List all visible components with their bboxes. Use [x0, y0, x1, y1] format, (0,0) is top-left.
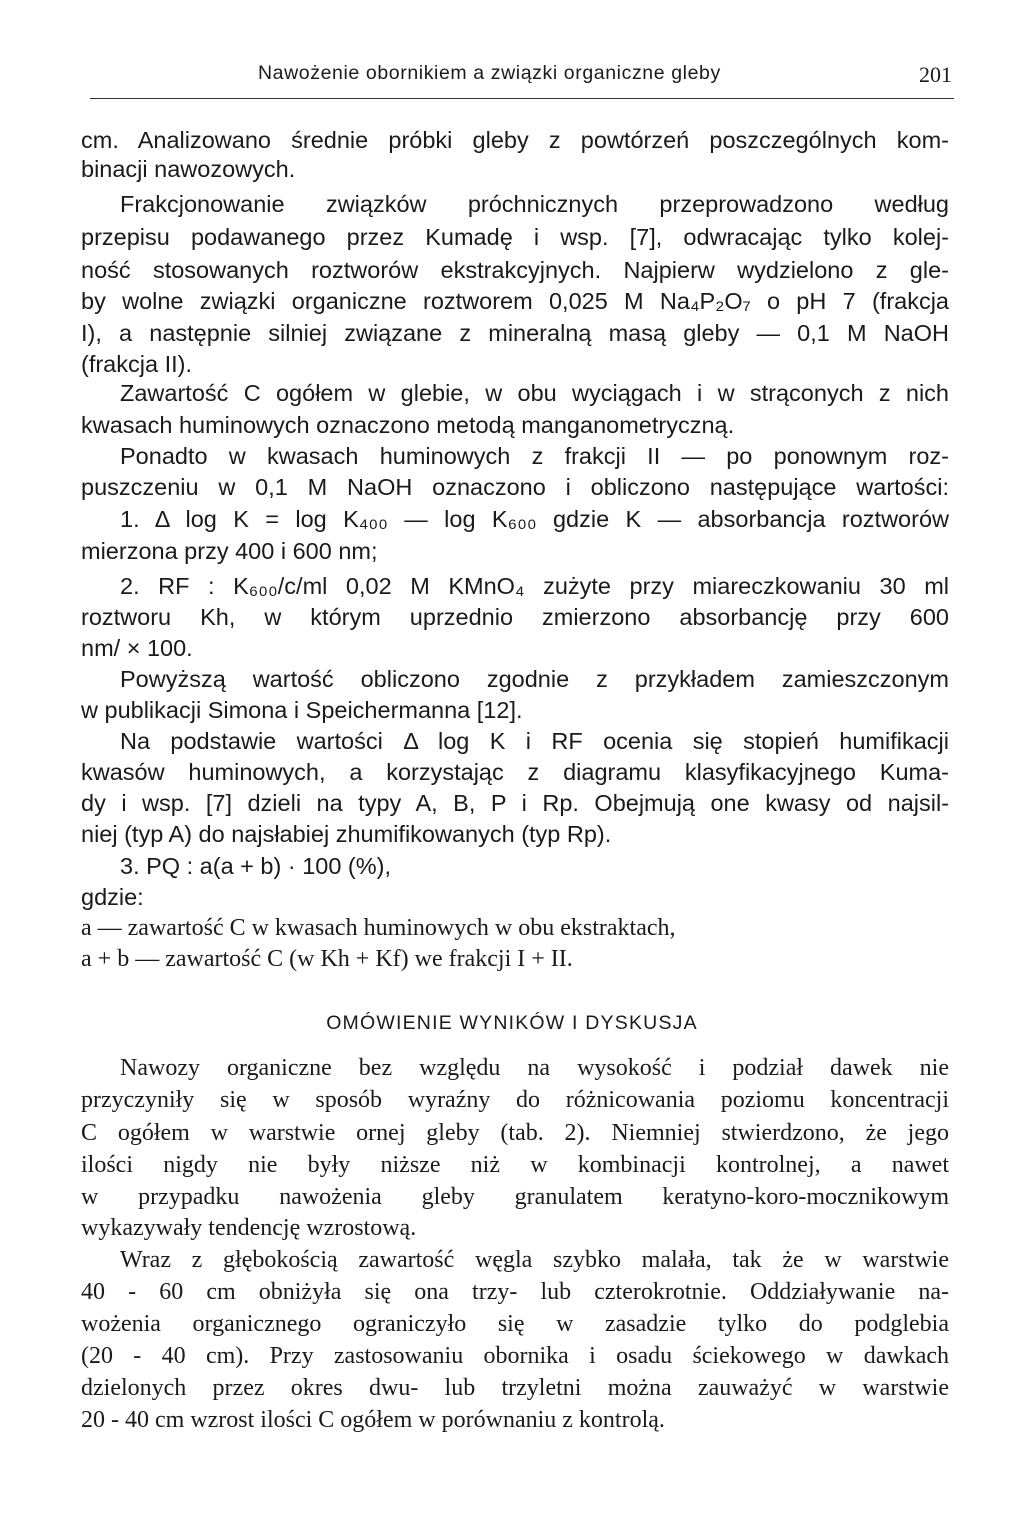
text-line: 20 - 40 cm wzrost ilości C ogółem w porównaniu z kontrolą. [81, 1407, 665, 1433]
text-line: binacji nawozowych. [81, 156, 296, 182]
text-line: cm. Analizowano średnie próbki gleby z powtórzeń poszczególnych kom- [81, 127, 949, 153]
text-line: mierzona przy 400 i 600 nm; [81, 538, 378, 564]
text-line: dzielonych przez okres dwu- lub trzyletni można zauważyć w warstwie [81, 1375, 949, 1401]
text-line: wożenia organicznego ograniczyło się w zasadzie tylko do podglebia [81, 1311, 949, 1337]
text-line: (20 - 40 cm). Przy zastosowaniu obornika i osadu ściekowego w dawkach [81, 1343, 949, 1369]
text-line: Wraz z głębokością zawartość węgla szybko malała, tak że w warstwie [120, 1247, 949, 1273]
text-line: ność stosowanych roztworów ekstrakcyjnych. Najpierw wydzielono z gle- [81, 257, 949, 283]
page-header [90, 62, 954, 99]
page-number: 201 [919, 62, 952, 87]
text-line: Zawartość C ogółem w glebie, w obu wyciągach i w strąconych z nich [120, 380, 949, 406]
text-line: roztworu Kh, w którym uprzednio zmierzono absorbancję przy 600 [81, 604, 949, 630]
formula-3: 3. PQ : a(a + b) · 100 (%), [120, 853, 392, 879]
text-line: kwasów huminowych, a korzystając z diagramu klasyfikacyjnego Kuma- [81, 759, 949, 785]
text-line: Na podstawie wartości Δ log K i RF ocenia się stopień humifikacji [120, 728, 949, 754]
section-heading: OMÓWIENIE WYNIKÓW I DYSKUSJA [326, 1012, 698, 1034]
text-line: (frakcja II). [81, 351, 192, 377]
text-line: wykazywały tendencję wzrostową. [81, 1215, 417, 1241]
text-line: przepisu podawanego przez Kumadę i wsp. [7], odwracając tylko kolej- [81, 224, 949, 250]
text-line: Nawozy organiczne bez względu na wysokość i podział dawek nie [120, 1055, 949, 1081]
text-line: przyczyniły się w sposób wyraźny do różnicowania poziomu koncentracji [81, 1087, 949, 1113]
text-line: gdzie: [81, 884, 144, 910]
text-line: nm/ × 100. [81, 635, 193, 661]
definition-line: a + b — zawartość C (w Kh + Kf) we frakcji I + II. [81, 946, 573, 972]
text-line: kwasach huminowych oznaczono metodą manganometryczną. [81, 412, 735, 438]
text-line: Frakcjonowanie związków próchnicznych przeprowadzono według [120, 191, 949, 217]
text-line: C ogółem w warstwie ornej gleby (tab. 2). Niemniej stwierdzono, że jego [81, 1120, 949, 1146]
text-line: Powyższą wartość obliczono zgodnie z przykładem zamieszczonym [120, 666, 949, 692]
text-line: dy i wsp. [7] dzieli na typy A, B, P i Rp. Obejmują one kwasy od najsil- [81, 790, 949, 816]
definition-line: a — zawartość C w kwasach huminowych w obu ekstraktach, [81, 915, 676, 941]
text-line: niej (typ A) do najsłabiej zhumifikowanych (typ Rp). [81, 821, 612, 847]
text-line: by wolne związki organiczne roztworem 0,025 M Na₄P₂O₇ o pH 7 (frakcja [81, 288, 949, 314]
text-line: ilości nigdy nie były niższe niż w kombinacji kontrolnej, a nawet [81, 1152, 949, 1178]
formula-1: 1. Δ log K = log K₄₀₀ — log K₆₀₀ gdzie K — absorbancja roztworów [120, 506, 949, 532]
text-line: Ponadto w kwasach huminowych z frakcji II — po ponownym roz- [120, 443, 949, 469]
text-line: I), a następnie silniej związane z mineralną masą gleby — 0,1 M NaOH [81, 320, 949, 346]
text-line: w publikacji Simona i Speichermanna [12]. [81, 697, 523, 723]
running-title: Nawożenie obornikiem a związki organiczne gleby [258, 62, 721, 84]
text-line: 40 - 60 cm obniżyła się ona trzy- lub czterokrotnie. Oddziaływanie na- [81, 1279, 949, 1305]
formula-2: 2. RF : K₆₀₀/c/ml 0,02 M KMnO₄ zużyte przy miareczkowaniu 30 ml [120, 573, 949, 599]
text-line: w przypadku nawożenia gleby granulatem keratyno-koro-mocznikowym [81, 1184, 949, 1210]
text-line: puszczeniu w 0,1 M NaOH oznaczono i obliczono następujące wartości: [81, 474, 949, 500]
